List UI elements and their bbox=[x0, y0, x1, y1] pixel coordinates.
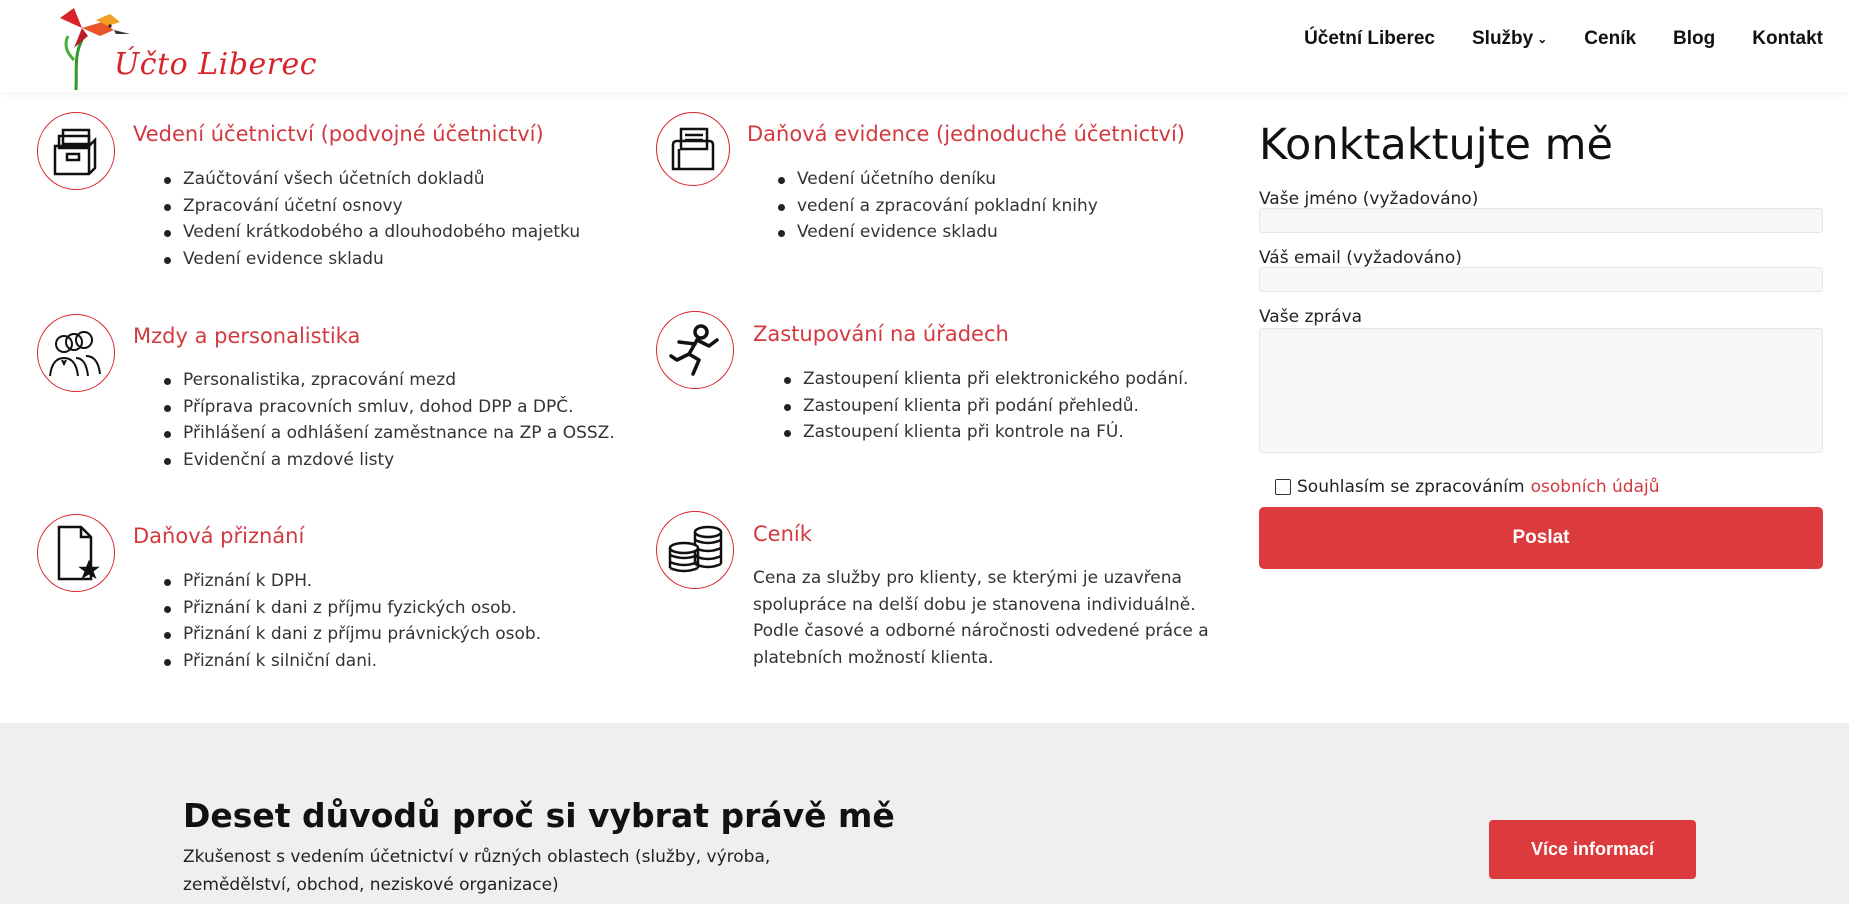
service-title: Mzdy a personalistika bbox=[133, 324, 361, 348]
list-item: Přiznání k dani z příjmu právnických osob. bbox=[164, 621, 541, 648]
nav-item-label: Blog bbox=[1673, 28, 1716, 49]
nav-item-label: Účetní Liberec bbox=[1304, 28, 1435, 49]
section-text: Zkušenost s vedením účetnictví v různých oblastech (služby, výroba, zemědělství, obchod, neziskové organizace) bbox=[183, 847, 771, 895]
service-list bbox=[164, 367, 615, 473]
document-star-icon bbox=[37, 514, 115, 592]
list-item: Vedení účetního deníku bbox=[778, 166, 1098, 193]
list-item: Přiznání k silniční dani. bbox=[164, 648, 541, 675]
more-info-button[interactable]: Více informací bbox=[1489, 820, 1696, 879]
nav-item-cenik[interactable] bbox=[1584, 28, 1636, 50]
nav-item-kontakt[interactable] bbox=[1752, 28, 1823, 50]
name-field[interactable] bbox=[1259, 208, 1823, 233]
list-item: Personalistika, zpracování mezd bbox=[164, 367, 615, 394]
message-label: Vaše zpráva bbox=[1259, 307, 1363, 327]
list-item: Zastoupení klienta při elektronického podání. bbox=[784, 366, 1188, 393]
logo-text: Účto Liberec bbox=[114, 47, 318, 82]
service-title: Ceník bbox=[753, 522, 812, 546]
site-header bbox=[0, 0, 1849, 92]
consent-checkbox[interactable] bbox=[1275, 479, 1291, 495]
service-list bbox=[164, 166, 580, 272]
nav-item-blog[interactable] bbox=[1673, 28, 1715, 50]
nav-item-sluzby[interactable] bbox=[1472, 28, 1547, 50]
document-tray-icon bbox=[656, 112, 730, 186]
service-title: Vedení účetnictví (podvojné účetnictví) bbox=[133, 122, 544, 146]
list-item: Vedení evidence skladu bbox=[164, 246, 580, 273]
archive-box-icon bbox=[37, 112, 115, 190]
main-nav bbox=[1267, 28, 1823, 50]
service-list bbox=[778, 166, 1098, 246]
list-item: Vedení krátkodobého a dlouhodobého majetku bbox=[164, 219, 580, 246]
email-label: Váš email (vyžadováno) bbox=[1259, 248, 1462, 268]
service-title: Daňová přiznání bbox=[133, 524, 305, 548]
privacy-link[interactable]: osobních údajů bbox=[1530, 477, 1660, 497]
list-item: Zpracování účetní osnovy bbox=[164, 193, 580, 220]
chevron-down-icon: ⌄ bbox=[1537, 32, 1548, 46]
coin-stacks-icon bbox=[656, 511, 734, 589]
list-item: Přiznání k DPH. bbox=[164, 568, 541, 595]
site-logo[interactable] bbox=[52, 0, 318, 92]
name-label: Vaše jméno (vyžadováno) bbox=[1259, 189, 1479, 209]
running-man-icon bbox=[656, 311, 734, 389]
service-title: Daňová evidence (jednoduché účetnictví) bbox=[747, 122, 1185, 146]
nav-item-ucetni-liberec[interactable] bbox=[1304, 28, 1435, 50]
service-title: Zastupování na úřadech bbox=[753, 322, 1009, 346]
reasons-section bbox=[0, 723, 1849, 904]
service-list bbox=[784, 366, 1188, 446]
message-textarea[interactable] bbox=[1259, 328, 1823, 453]
contact-form bbox=[1259, 120, 1823, 569]
people-group-icon bbox=[37, 314, 115, 392]
list-item: Vedení evidence skladu bbox=[778, 219, 1098, 246]
list-item: Přiznání k dani z příjmu fyzických osob. bbox=[164, 595, 541, 622]
form-title: Konktaktujte mě bbox=[1259, 120, 1614, 170]
list-item: vedení a zpracování pokladní knihy bbox=[778, 193, 1098, 220]
list-item: Evidenční a mzdové listy bbox=[164, 447, 615, 474]
nav-item-label: Kontakt bbox=[1752, 28, 1823, 49]
submit-button[interactable]: Poslat bbox=[1259, 507, 1823, 569]
list-item: Zastoupení klienta při podání přehledů. bbox=[784, 393, 1188, 420]
list-item: Příprava pracovních smluv, dohod DPP a DPČ. bbox=[164, 394, 615, 421]
consent-row bbox=[1275, 477, 1823, 497]
nav-item-label: Ceník bbox=[1584, 28, 1637, 49]
section-title: Deset důvodů proč si vybrat právě mě bbox=[183, 796, 895, 835]
email-field[interactable] bbox=[1259, 267, 1823, 292]
list-item: Přihlášení a odhlášení zaměstnance na ZP a OSSZ. bbox=[164, 420, 615, 447]
service-description: Cena za služby pro klienty, se kterými je uzavřena spolupráce na delší dobu je stanovena individuálně. Podle časové a odborné náročnosti odvedené práce a platebních možností klienta. bbox=[753, 568, 1209, 668]
list-item: Zastoupení klienta při kontrole na FÚ. bbox=[784, 419, 1188, 446]
service-list bbox=[164, 568, 541, 674]
consent-text: Souhlasím se zpracováním bbox=[1297, 477, 1525, 497]
nav-item-label: Služby bbox=[1472, 28, 1534, 49]
list-item: Zaúčtování všech účetních dokladů bbox=[164, 166, 580, 193]
